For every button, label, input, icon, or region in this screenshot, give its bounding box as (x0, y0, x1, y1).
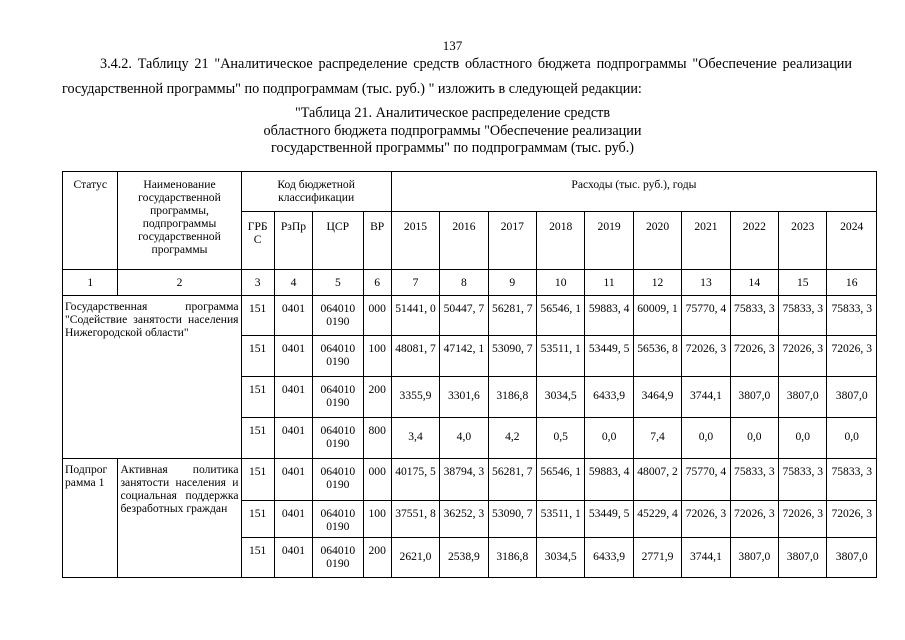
cell-csr: 064010 0190 (313, 377, 363, 418)
header-code-col: ЦСР (313, 212, 363, 270)
cell-value: 53511, 1 (537, 336, 585, 377)
header-name: Наименование государственной программы, подпрограммы государственной программы (118, 172, 241, 270)
cell-vr: 200 (363, 377, 391, 418)
cell-value: 4,2 (488, 418, 536, 459)
cell-value: 72026, 3 (682, 336, 730, 377)
cell-value: 3744,1 (682, 377, 730, 418)
cell-value: 3,4 (391, 418, 439, 459)
cell-value: 38794, 3 (440, 459, 488, 501)
cell-value: 0,5 (537, 418, 585, 459)
cell-grbs: 151 (241, 336, 274, 377)
cell-value: 45229, 4 (633, 501, 681, 538)
cell-vr: 100 (363, 501, 391, 538)
header-year: 2016 (440, 212, 488, 270)
cell-value: 0,0 (585, 418, 633, 459)
cell-value: 3807,0 (779, 377, 827, 418)
header-year: 2021 (682, 212, 730, 270)
cell-vr: 200 (363, 538, 391, 578)
cell-value: 3034,5 (537, 377, 585, 418)
cell-grbs: 151 (241, 377, 274, 418)
cell-csr: 064010 0190 (313, 538, 363, 578)
header-code-group: Код бюджетной классификации (241, 172, 391, 212)
cell-value: 47142, 1 (440, 336, 488, 377)
cell-value: 3186,8 (488, 538, 536, 578)
cell-value: 75770, 4 (682, 296, 730, 336)
cell-value: 59883, 4 (585, 459, 633, 501)
column-number: 14 (730, 270, 778, 296)
cell-value: 51441, 0 (391, 296, 439, 336)
header-year: 2023 (779, 212, 827, 270)
cell-value: 53449, 5 (585, 501, 633, 538)
header-year: 2017 (488, 212, 536, 270)
numbering-row (63, 270, 877, 296)
cell-value: 56546, 1 (537, 296, 585, 336)
cell-value: 50447, 7 (440, 296, 488, 336)
row-status: Государственная программа "Содействие занятости населения Нижегородской области" (63, 296, 242, 459)
cell-value: 56281, 7 (488, 459, 536, 501)
cell-value: 72026, 3 (779, 501, 827, 538)
cell-value: 56546, 1 (537, 459, 585, 501)
header-expenses-group: Расходы (тыс. руб.), годы (391, 172, 876, 212)
cell-value: 3464,9 (633, 377, 681, 418)
column-number: 15 (779, 270, 827, 296)
cell-value: 0,0 (730, 418, 778, 459)
header-year: 2015 (391, 212, 439, 270)
cell-value: 40175, 5 (391, 459, 439, 501)
column-number: 5 (313, 270, 363, 296)
cell-value: 3301,6 (440, 377, 488, 418)
table-title-line: "Таблица 21. Аналитическое распределение средств (294, 105, 611, 121)
cell-value: 3807,0 (827, 377, 877, 418)
cell-rzpr: 0401 (274, 501, 312, 538)
page-number: 137 (442, 38, 463, 53)
cell-value: 75833, 3 (827, 296, 877, 336)
cell-value: 36252, 3 (440, 501, 488, 538)
cell-value: 3807,0 (827, 538, 877, 578)
cell-rzpr: 0401 (274, 296, 312, 336)
cell-value: 0,0 (779, 418, 827, 459)
cell-value: 59883, 4 (585, 296, 633, 336)
column-number: 9 (488, 270, 536, 296)
column-number: 7 (391, 270, 439, 296)
column-number: 4 (274, 270, 312, 296)
cell-value: 72026, 3 (682, 501, 730, 538)
cell-value: 6433,9 (585, 377, 633, 418)
column-number: 11 (585, 270, 633, 296)
budget-table (62, 171, 877, 578)
cell-value: 4,0 (440, 418, 488, 459)
column-number: 10 (537, 270, 585, 296)
header-year: 2024 (827, 212, 877, 270)
table-title-line: государственной программы" по подпрограммам (тыс. руб.) (270, 140, 635, 156)
cell-value: 72026, 3 (827, 501, 877, 538)
cell-value: 2621,0 (391, 538, 439, 578)
cell-value: 75833, 3 (730, 296, 778, 336)
column-number: 8 (440, 270, 488, 296)
cell-value: 3034,5 (537, 538, 585, 578)
cell-value: 53090, 7 (488, 336, 536, 377)
cell-rzpr: 0401 (274, 418, 312, 459)
cell-value: 3744,1 (682, 538, 730, 578)
cell-rzpr: 0401 (274, 459, 312, 501)
cell-value: 0,0 (827, 418, 877, 459)
cell-grbs: 151 (241, 296, 274, 336)
header-year: 2019 (585, 212, 633, 270)
cell-value: 75833, 3 (779, 296, 827, 336)
column-number: 12 (633, 270, 681, 296)
column-number: 16 (827, 270, 877, 296)
cell-value: 56281, 7 (488, 296, 536, 336)
cell-csr: 064010 0190 (313, 501, 363, 538)
cell-value: 7,4 (633, 418, 681, 459)
cell-value: 72026, 3 (827, 336, 877, 377)
cell-value: 53090, 7 (488, 501, 536, 538)
table-row (63, 296, 877, 336)
cell-vr: 800 (363, 418, 391, 459)
cell-rzpr: 0401 (274, 336, 312, 377)
column-number: 6 (363, 270, 391, 296)
cell-value: 2771,9 (633, 538, 681, 578)
cell-value: 72026, 3 (730, 336, 778, 377)
cell-csr: 064010 0190 (313, 459, 363, 501)
cell-value: 75833, 3 (730, 459, 778, 501)
cell-value: 6433,9 (585, 538, 633, 578)
table-title-line: областного бюджета подпрограммы "Обеспечение реализации (263, 122, 642, 139)
cell-value: 53511, 1 (537, 501, 585, 538)
cell-value: 3807,0 (730, 377, 778, 418)
cell-value: 56536, 8 (633, 336, 681, 377)
cell-csr: 064010 0190 (313, 336, 363, 377)
cell-value: 60009, 1 (633, 296, 681, 336)
cell-value: 72026, 3 (779, 336, 827, 377)
header-year: 2022 (730, 212, 778, 270)
cell-csr: 064010 0190 (313, 296, 363, 336)
cell-value: 48007, 2 (633, 459, 681, 501)
cell-csr: 064010 0190 (313, 418, 363, 459)
cell-value: 3807,0 (730, 538, 778, 578)
table-row (63, 459, 877, 501)
header-year: 2018 (537, 212, 585, 270)
cell-value: 75833, 3 (779, 459, 827, 501)
cell-value: 75833, 3 (827, 459, 877, 501)
column-number: 1 (63, 270, 118, 296)
cell-value: 75770, 4 (682, 459, 730, 501)
cell-value: 3807,0 (779, 538, 827, 578)
cell-grbs: 151 (241, 418, 274, 459)
cell-grbs: 151 (241, 501, 274, 538)
row-status: Подпрог рамма 1 (63, 459, 118, 578)
header-year: 2020 (633, 212, 681, 270)
intro-paragraph: 3.4.2. Таблицу 21 "Аналитическое распределение средств областного бюджета подпрограммы "Обеспечение реализации государственной программы" по подпрограммам (тыс. руб.) " изложить в следующей редакции: (62, 56, 852, 97)
cell-vr: 000 (363, 459, 391, 501)
header-status: Статус (63, 172, 118, 270)
cell-value: 72026, 3 (730, 501, 778, 538)
cell-grbs: 151 (241, 538, 274, 578)
column-number: 13 (682, 270, 730, 296)
cell-value: 53449, 5 (585, 336, 633, 377)
cell-value: 48081, 7 (391, 336, 439, 377)
cell-value: 3355,9 (391, 377, 439, 418)
cell-rzpr: 0401 (274, 377, 312, 418)
header-code-col: ГРБ С (241, 212, 274, 270)
cell-vr: 100 (363, 336, 391, 377)
table-title (200, 105, 705, 158)
cell-value: 2538,9 (440, 538, 488, 578)
cell-grbs: 151 (241, 459, 274, 501)
row-name: Активная политика занятости населения и социальная поддержка безработных граждан (118, 459, 241, 578)
header-code-col: РзПр (274, 212, 312, 270)
cell-rzpr: 0401 (274, 538, 312, 578)
cell-value: 0,0 (682, 418, 730, 459)
cell-value: 3186,8 (488, 377, 536, 418)
column-number: 2 (118, 270, 241, 296)
cell-vr: 000 (363, 296, 391, 336)
column-number: 3 (241, 270, 274, 296)
cell-value: 37551, 8 (391, 501, 439, 538)
header-code-col: ВР (363, 212, 391, 270)
header-row (63, 172, 877, 212)
